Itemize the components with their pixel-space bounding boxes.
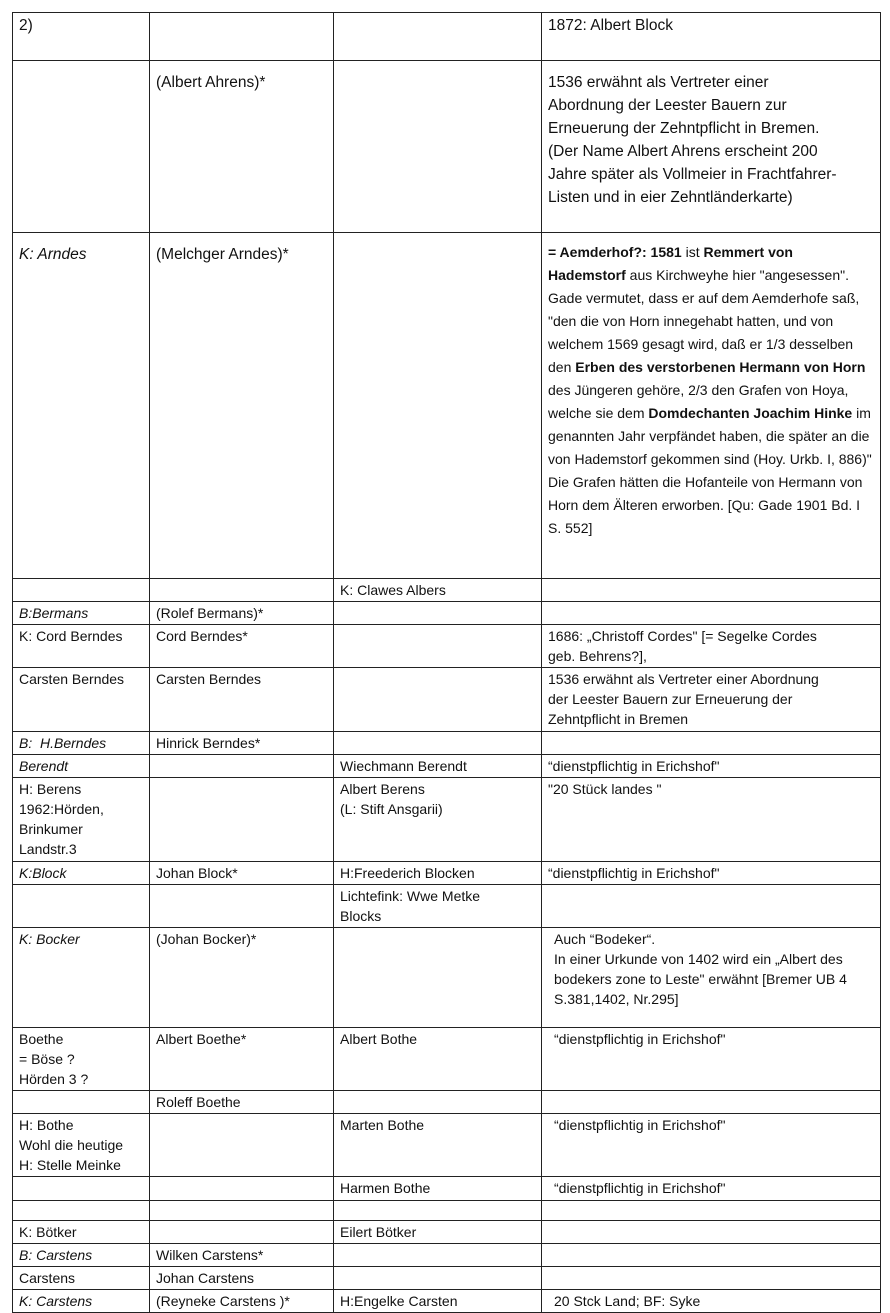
text-line: H: Berens: [19, 781, 82, 797]
cell-c3: [334, 1091, 542, 1114]
table-row: [13, 1177, 881, 1201]
cell-c2: [150, 778, 334, 862]
table-row: [13, 668, 881, 732]
cell-c3: [334, 625, 542, 668]
text-line: Auch “Bodeker“.: [554, 931, 656, 947]
table-row: [13, 1028, 881, 1091]
cell-c1: [13, 61, 150, 233]
table-row: [13, 61, 881, 233]
text-bold: Domdechanten Joachim Hinke: [648, 405, 853, 421]
text-line: der Leester Bauern zur Erneuerung der: [548, 691, 793, 707]
table-row: [13, 579, 881, 602]
cell-c3: [334, 1267, 542, 1290]
cell-c3: [334, 885, 542, 928]
text-line: Erneuerung der Zehntpflicht in Bremen.: [548, 120, 820, 137]
cell-c2: Wilken Carstens*: [150, 1244, 334, 1267]
cell-c3: Marten Bothe: [334, 1114, 542, 1177]
table-row: [13, 862, 881, 885]
cell-c3: [334, 778, 542, 862]
text-line: (L: Stift Ansgarii): [340, 801, 443, 817]
cell-c1: K: Cord Berndes: [13, 625, 150, 668]
cell-c1: Berendt: [13, 755, 150, 778]
cell-c1: B: Carstens: [13, 1244, 150, 1267]
text-line: geb. Behrens?],: [548, 648, 647, 664]
text-line: = Böse ?: [19, 1051, 75, 1067]
cell-c3: [334, 928, 542, 1028]
cell-c3: [334, 13, 542, 61]
text-line: 1962:Hörden,: [19, 801, 104, 817]
text-line: 1536 erwähnt als Vertreter einer: [548, 74, 769, 91]
cell-c1: K: Carstens: [13, 1290, 150, 1313]
cell-c1: Carstens: [13, 1267, 150, 1290]
cell-c3: [334, 602, 542, 625]
table-row: [13, 1221, 881, 1244]
cell-c1: B: H.Berndes: [13, 732, 150, 755]
cell-c2: Johan Carstens: [150, 1267, 334, 1290]
table-row: [13, 1201, 881, 1221]
text-bold: Erben des verstorbenen Hermann von Horn: [575, 359, 866, 375]
cell-c2: (Melchger Arndes)*: [150, 233, 334, 579]
text-line: Brinkumer: [19, 821, 83, 837]
cell-c4: “dienstpflichtig in Erichshof": [542, 1028, 881, 1091]
cell-c2: [150, 1221, 334, 1244]
table-row: [13, 755, 881, 778]
cell-c4: [542, 233, 881, 579]
text-line: S.381,1402, Nr.295]: [554, 991, 679, 1007]
cell-c3: [334, 61, 542, 233]
cell-c3: H:Engelke Carsten: [334, 1290, 542, 1313]
cell-c1: B:Bermans: [13, 602, 150, 625]
cell-c4: 1872: Albert Block: [542, 13, 881, 61]
text-line: Listen und in eier Zehntländerkarte): [548, 189, 793, 206]
cell-c1: [13, 885, 150, 928]
cell-c2: Cord Berndes*: [150, 625, 334, 668]
cell-c4: 20 Stck Land; BF: Syke: [542, 1290, 881, 1313]
cell-c4: [542, 579, 881, 602]
text-bold: = Aemderhof?: 1581: [548, 244, 682, 260]
cell-c3: H:Freederich Blocken: [334, 862, 542, 885]
cell-c3: [334, 233, 542, 579]
text-run: aus Kirchweyhe hier "angesessen". Gade vermutet, dass er auf dem Aemderhofe saß, "den die von Horn innegehabt hatten, und von welchem 1569 gesagt wird, daß er 1/3 desselben den: [548, 267, 860, 375]
cell-c2: Albert Boethe*: [150, 1028, 334, 1091]
cell-c3: [334, 1201, 542, 1221]
cell-c3: [334, 668, 542, 732]
cell-c2: Carsten Berndes: [150, 668, 334, 732]
cell-c2: (Rolef Bermans)*: [150, 602, 334, 625]
cell-c1: 2): [13, 13, 150, 61]
text-line: Albert Berens: [340, 781, 425, 797]
text-line: H: Bothe: [19, 1117, 74, 1133]
text-line: 1686: „Christoff Cordes" [= Segelke Cordes: [548, 628, 817, 644]
table-row: [13, 778, 881, 862]
text-line: Zehntpflicht in Bremen: [548, 711, 689, 727]
cell-c1: [13, 778, 150, 862]
cell-c2: [150, 885, 334, 928]
cell-c2: Johan Block*: [150, 862, 334, 885]
cell-c1: [13, 1114, 150, 1177]
cell-c4: [542, 732, 881, 755]
table-row: [13, 602, 881, 625]
text-line: Lichtefink: Wwe Metke: [340, 888, 481, 904]
cell-c4: “dienstpflichtig in Erichshof": [542, 1177, 881, 1201]
cell-c2: Hinrick Berndes*: [150, 732, 334, 755]
cell-c2: [150, 1201, 334, 1221]
text-bold: Remmert von Hademstorf: [548, 244, 793, 283]
table-row: [13, 928, 881, 1028]
text-run: ist: [681, 244, 704, 260]
cell-c4: “dienstpflichtig in Erichshof": [542, 862, 881, 885]
cell-c3: K: Clawes Albers: [334, 579, 542, 602]
cell-c4: “dienstpflichtig in Erichshof": [542, 1114, 881, 1177]
cell-c4: [542, 61, 881, 233]
text-line: 1536 erwähnt als Vertreter einer Abordnung: [548, 671, 819, 687]
text-line: Blocks: [340, 908, 382, 924]
cell-c1: [13, 1201, 150, 1221]
cell-c3: Eilert Bötker: [334, 1221, 542, 1244]
table-row: [13, 732, 881, 755]
text-line: Abordnung der Leester Bauern zur: [548, 97, 787, 114]
text-line: bodekers zone to Leste" erwähnt [Bremer UB 4: [554, 971, 847, 987]
cell-c3: [334, 1244, 542, 1267]
text-line: Jahre später als Vollmeier in Frachtfahrer-: [548, 166, 837, 183]
cell-c2: [150, 1177, 334, 1201]
cell-c4: [542, 668, 881, 732]
cell-c4: [542, 1201, 881, 1221]
cell-c2: [150, 755, 334, 778]
cell-c4: [542, 885, 881, 928]
table-row: [13, 1091, 881, 1114]
table-row: [13, 13, 881, 61]
cell-c2: Roleff Boethe: [150, 1091, 334, 1114]
cell-c1: [13, 1177, 150, 1201]
table-row: [13, 625, 881, 668]
cell-c3: Albert Bothe: [334, 1028, 542, 1091]
cell-c4: “dienstpflichtig in Erichshof": [542, 755, 881, 778]
cell-c2: (Reyneke Carstens )*: [150, 1290, 334, 1313]
cell-c4: [542, 625, 881, 668]
table-row: [13, 233, 881, 579]
cell-c1: K: Bötker: [13, 1221, 150, 1244]
table-row: [13, 1290, 881, 1313]
table-row: [13, 885, 881, 928]
cell-c4: [542, 1091, 881, 1114]
cell-c3: [334, 732, 542, 755]
text-run: im genannten Jahr verpfändet haben, die später an die von Hademstorf gekommen sind (Hoy. Urkb. I, 886)" Die Grafen hätten die Hofanteile von Hermann von Horn dem Älteren erworben. [Qu: Gade 1901 Bd. I S. 552]: [548, 405, 872, 536]
cell-c4: [542, 1244, 881, 1267]
cell-c2: [150, 13, 334, 61]
text-line: H: Stelle Meinke: [19, 1157, 121, 1173]
cell-c1: K: Arndes: [13, 233, 150, 579]
cell-c2: (Johan Bocker)*: [150, 928, 334, 1028]
text-line: Boethe: [19, 1031, 64, 1047]
table-row: [13, 1267, 881, 1290]
cell-c4: [542, 602, 881, 625]
text-line: In einer Urkunde von 1402 wird ein „Albert des: [554, 951, 843, 967]
text-line: Wohl die heutige: [19, 1137, 124, 1153]
cell-c1: [13, 579, 150, 602]
cell-c2: [150, 1114, 334, 1177]
cell-c1: [13, 1028, 150, 1091]
text-line: Landstr.3: [19, 841, 77, 857]
text-line: Hörden 3 ?: [19, 1071, 89, 1087]
cell-c4: "20 Stück landes ": [542, 778, 881, 862]
text-line: (Der Name Albert Ahrens erscheint 200: [548, 143, 818, 160]
cell-c4: [542, 1221, 881, 1244]
table-row: [13, 1244, 881, 1267]
cell-c3: Wiechmann Berendt: [334, 755, 542, 778]
text-run: des Jüngeren gehöre, 2/3 den Grafen von Hoya, welche sie dem: [548, 382, 849, 421]
cell-c4: [542, 1267, 881, 1290]
cell-c1: [13, 1091, 150, 1114]
cell-c3: Harmen Bothe: [334, 1177, 542, 1201]
cell-c1: Carsten Berndes: [13, 668, 150, 732]
table-row: [13, 1114, 881, 1177]
cell-c2: [150, 579, 334, 602]
cell-c4: [542, 928, 881, 1028]
genealogy-table: [12, 12, 881, 1313]
cell-c1: K:Block: [13, 862, 150, 885]
cell-c1: K: Bocker: [13, 928, 150, 1028]
cell-c2: (Albert Ahrens)*: [150, 61, 334, 233]
